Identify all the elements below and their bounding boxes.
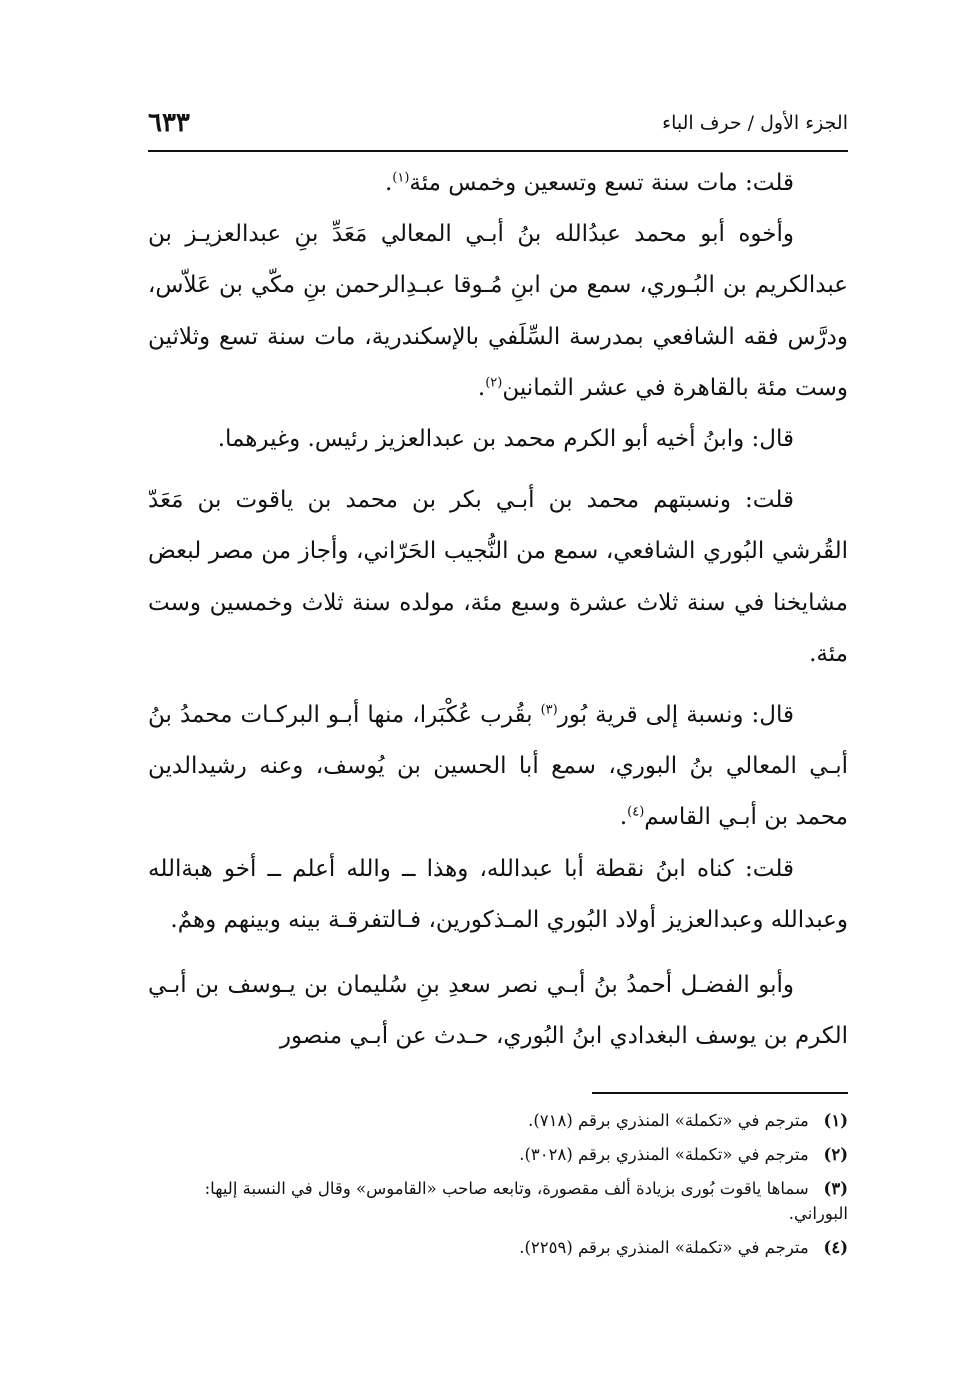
footnotes bbox=[148, 1108, 848, 1269]
paragraph: قلت: كناه ابنُ نقطة أبا عبدالله، وهذا ــ والله أعلم ــ أخو هبةالله وعبدالله وعبدالعزيز أولاد البُوري المـذكورين، فـالتفرقـة بينه وبينهم وهمٌ. bbox=[148, 855, 848, 933]
main-text bbox=[148, 158, 848, 1062]
paragraph: قلت: ونسبتهم محمد بن أبـي بكر بن محمد بن ياقوت بن مَعَدّ القُرشي البُوري الشافعي، سمع من النُّجيب الحَرّاني، وأجاز من مصر لبعض مشايخنا في سنة ثلاث عشرة وسبع مئة، مولده سنة ثلاث وخمسين وست مئة. bbox=[148, 487, 848, 667]
paragraph: قال: وابنُ أخيه أبو الكرم محمد بن عبدالعزيز رئيس. وغيرهما. bbox=[217, 426, 794, 453]
footnote-number: (١) bbox=[823, 1111, 848, 1130]
page-number: ٦٣٣ bbox=[148, 108, 190, 138]
footnote: (٢) مترجم في «تكملة» المنذري برقم (٣٠٢٨). bbox=[148, 1142, 848, 1167]
footnote-number: (٢) bbox=[823, 1145, 848, 1164]
footnote-ref: (٣) bbox=[540, 702, 558, 718]
footnote: (١) مترجم في «تكملة» المنذري برقم (٧١٨). bbox=[148, 1108, 848, 1133]
footnote-number: (٣) bbox=[823, 1179, 848, 1198]
footnote-ref: (١) bbox=[392, 170, 410, 186]
paragraph: وأخوه أبو محمد عبدُالله بنُ أبـي المعالي مَعَدِّ بنِ عبدالعزيـز بن عبدالكريم بن البُـوري، سمع من ابنِ مُـوقا عبـدِالرحمن بنِ مكّي بن عَلاّس، ودرَّس فقه الشافعي بمدرسة السِّلَفي بالإسكندرية، مات سنة تسع وثلاثين وست مئة بالقاهرة في عشر الثمانين$^{(٢)}$. bbox=[148, 221, 848, 401]
paragraph: قال: ونسبة إلى قرية بُور$^{(٣)}$ بقُرب عُكْبَرا، منها أبـو البركـات محمدُ بنُ أبـي المعالي بنُ البوري، سمع أبا الحسين بن يُوسف، وعنه رشيدالدين محمد بن أبـي القاسم$^{(٤)}$. bbox=[148, 702, 848, 831]
footnote-number: (٤) bbox=[823, 1238, 848, 1257]
footnote-ref: (٢) bbox=[485, 375, 503, 391]
footnote: (٣) سماها ياقوت بُورى بزيادة ألف مقصورة، وتابعه صاحب «القاموس» وقال في النسبة إليها: البوراني. bbox=[148, 1176, 848, 1226]
footnote: (٤) مترجم في «تكملة» المنذري برقم (٢٢٥٩). bbox=[148, 1235, 848, 1260]
footnote-ref: (٤) bbox=[627, 804, 645, 820]
running-head bbox=[148, 108, 848, 144]
footnote-rule bbox=[592, 1092, 848, 1094]
paragraph: وأبو الفضـل أحمدُ بنُ أبـي نصر سعدِ بنِ سُليمان بن يـوسف بن أبـي الكرم بن يوسف البغدادي ابنُ البُوري، حـدث عن أبـي منصور bbox=[148, 972, 848, 1050]
header-rule bbox=[148, 150, 848, 152]
running-title: الجزء الأول / حرف الباء bbox=[662, 112, 848, 134]
paragraph: قلت: مات سنة تسع وتسعين وخمس مئة$^{(١)}$. bbox=[384, 170, 794, 196]
